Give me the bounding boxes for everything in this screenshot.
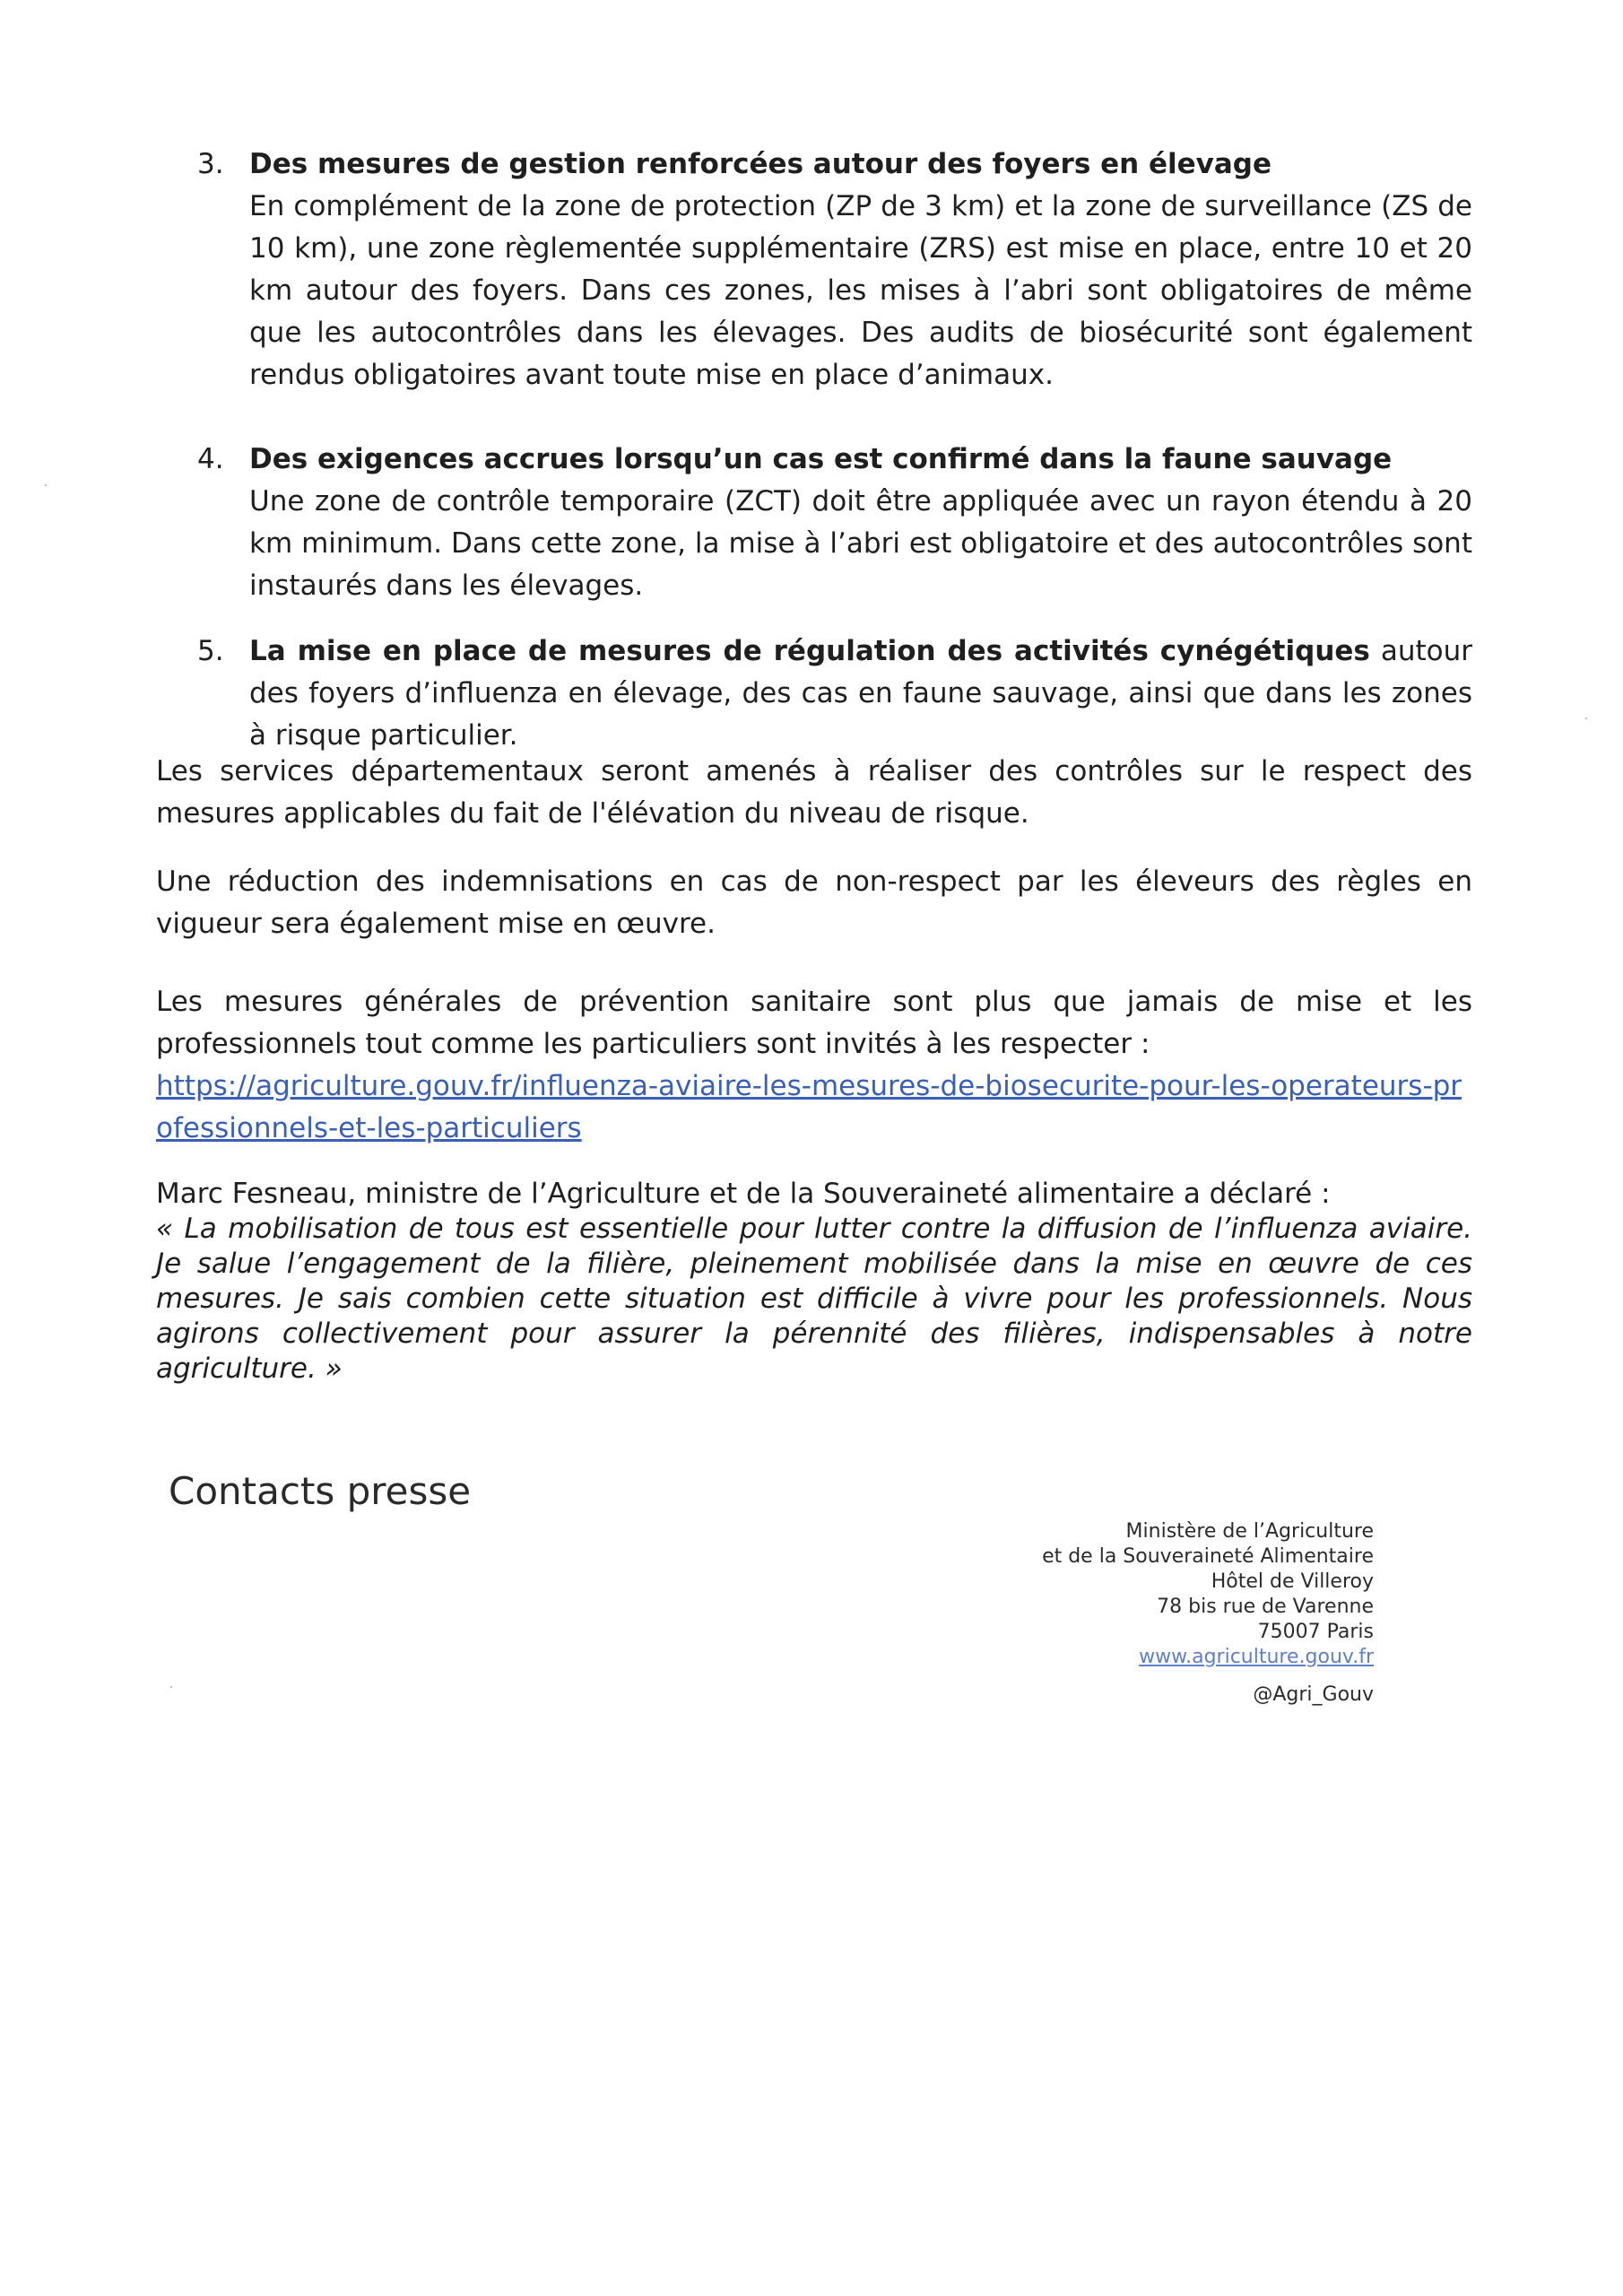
website-link[interactable]: www.agriculture.gouv.fr — [1139, 1646, 1374, 1668]
minister-quote: « La mobilisation de tous est essentielle pour lutter contre la diffusion de l’influenza aviaire. Je salue l’engagement de la filière, pleinement mobilisée dans la mise en œuvre de ces mesures. Je sais combien cette situation est difficile à vivre pour les professionnels. Nous agirons collectivement pour assurer la pérennité des filières, indispensables à notre agriculture. » — [156, 1213, 1472, 1385]
list-item-title: La mise en place de mesures de régulation des activités cynégétiques — [249, 635, 1370, 667]
list-number: 4. — [197, 443, 224, 475]
general-measures-text: Les mesures générales de prévention sanitaire sont plus que jamais de mise et les professionnels tout comme les particuliers sont invités à les respecter : — [156, 986, 1472, 1060]
scan-speck — [170, 1686, 172, 1688]
list-item-body: autour des foyers d’influenza en élevage, des cas en faune sauvage, ainsi que dans les zones à risque particulier. — [249, 635, 1472, 752]
paragraph-declaration — [156, 1177, 1472, 1387]
biosecurity-link[interactable]: https://agriculture.gouv.fr/influenza-aviaire-les-mesures-de-biosecurite-pour-les-operateurs-professionnels-et-les-particuliers — [156, 1070, 1462, 1144]
twitter-handle: @Agri_Gouv — [1253, 1683, 1374, 1706]
list-item-title: Des mesures de gestion renforcées autour des foyers en élevage — [249, 148, 1271, 180]
paragraph-reduction: Une réduction des indemnisations en cas de non-respect par les éleveurs des règles en vigueur sera également mise en œuvre. — [156, 865, 1472, 940]
list-item-3 — [197, 144, 1472, 396]
scan-speck — [45, 484, 47, 486]
address-line: Ministère de l’Agriculture — [1125, 1520, 1374, 1543]
list-item-body: En complément de la zone de protection (ZP de 3 km) et la zone de surveillance (ZS de 10 km), une zone règlementée supplémentaire (ZRS) est mise en place, entre 10 et 20 km autour des foyers. Dans ces zones, les mises à l’abri sont obligatoires de même que les autocontrôles dans les élevages. Des audits de biosécurité sont également rendus obligatoires avant toute mise en place d’animaux. — [249, 190, 1472, 391]
address-line: Hôtel de Villeroy — [1211, 1570, 1374, 1593]
list-number: 5. — [197, 635, 224, 667]
measures-list — [197, 144, 1472, 757]
declaration-intro: Marc Fesneau, ministre de l’Agriculture et de la Souveraineté alimentaire a déclaré : — [156, 1178, 1331, 1210]
list-item-4 — [197, 439, 1472, 607]
paragraph-controls: Les services départementaux seront amenés à réaliser des contrôles sur le respect des mesures applicables du fait de l'élévation du niveau de risque. — [156, 755, 1472, 830]
list-item-body: Une zone de contrôle temporaire (ZCT) doit être appliquée avec un rayon étendu à 20 km minimum. Dans cette zone, la mise à l’abri est obligatoire et des autocontrôles sont instaurés dans les élevages. — [249, 485, 1472, 602]
paragraph-general-measures — [156, 981, 1472, 1150]
list-item-5 — [197, 631, 1472, 757]
ministry-address — [1042, 1519, 1374, 1708]
scan-speck — [1585, 718, 1587, 719]
address-line: 75007 Paris — [1257, 1621, 1374, 1643]
contacts-title: Contacts presse — [169, 1469, 472, 1513]
list-number: 3. — [197, 148, 224, 180]
address-line: et de la Souveraineté Alimentaire — [1042, 1545, 1374, 1568]
address-line: 78 bis rue de Varenne — [1157, 1596, 1374, 1618]
list-item-title: Des exigences accrues lorsqu’un cas est confirmé dans la faune sauvage — [249, 443, 1393, 475]
